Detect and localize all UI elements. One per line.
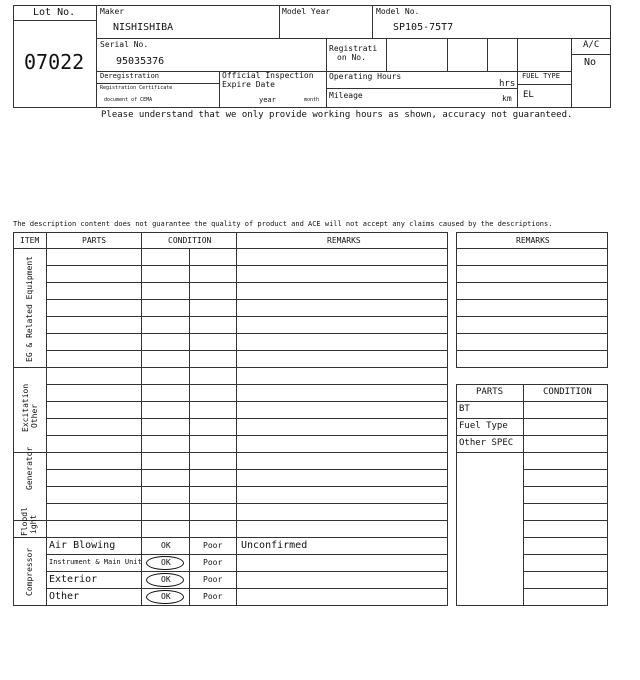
compressor-remarks: Unconfirmed bbox=[241, 540, 308, 551]
maker-value: NISHISHIBA bbox=[113, 22, 174, 33]
hours-note: Please understand that we only provide working hours as shown, accuracy not guaranteed. bbox=[101, 110, 573, 120]
section-excitation-label-2: Other bbox=[30, 403, 39, 428]
km-label: km bbox=[502, 94, 512, 103]
lot-no-value: 07022 bbox=[24, 50, 85, 74]
compressor-poor: Poor bbox=[203, 592, 223, 601]
spec-row-other-spec: Other SPEC bbox=[459, 438, 514, 448]
col-condition-header: CONDITION bbox=[168, 236, 212, 245]
ac-label: A/C bbox=[583, 40, 600, 50]
operating-hours-label: Operating Hours bbox=[329, 72, 402, 81]
compressor-poor: Poor bbox=[203, 541, 223, 550]
fuel-type-value: EL bbox=[523, 90, 534, 100]
registration-cert-label: Registration Certificate bbox=[100, 85, 173, 91]
compressor-part-air-blowing: Air Blowing bbox=[49, 540, 116, 551]
col-parts-header: PARTS bbox=[82, 236, 107, 245]
section-flood-label-2: ight bbox=[29, 514, 38, 534]
disclaimer: The description content does not guarantee the quality of product and ACE will not accept any claims caused by the descriptions. bbox=[13, 220, 553, 228]
compressor-part-other: Other bbox=[49, 591, 80, 602]
document-cema-label: document of CEMA bbox=[104, 97, 153, 103]
month-label: month bbox=[304, 97, 320, 103]
serial-no-label: Serial No. bbox=[100, 40, 149, 49]
right-remarks-header: REMARKS bbox=[516, 236, 550, 245]
inspection-label-1: Official Inspection bbox=[222, 71, 314, 80]
spec-row-fuel-type: Fuel Type bbox=[459, 421, 508, 431]
spec-row-bt: BT bbox=[459, 404, 470, 414]
serial-no-value: 95035376 bbox=[116, 56, 165, 67]
compressor-ok: OK bbox=[161, 592, 171, 601]
fuel-type-label: FUEL TYPE bbox=[522, 72, 560, 80]
compressor-poor: Poor bbox=[203, 575, 223, 584]
spec-condition-header: CONDITION bbox=[543, 387, 592, 397]
mileage-label: Mileage bbox=[329, 91, 363, 100]
compressor-ok: OK bbox=[161, 558, 171, 567]
col-item-header: ITEM bbox=[20, 236, 40, 245]
maker-label: Maker bbox=[100, 7, 125, 16]
model-no-label: Model No. bbox=[376, 7, 420, 16]
compressor-poor: Poor bbox=[203, 558, 223, 567]
deregistration-label: Deregistration bbox=[100, 72, 160, 80]
section-eg-label: EG & Related Equipment bbox=[25, 256, 34, 362]
model-no-value: SP105-75T7 bbox=[393, 22, 454, 33]
section-compressor-label: Compressor bbox=[25, 547, 34, 596]
ac-value: No bbox=[584, 57, 597, 68]
spec-parts-header: PARTS bbox=[476, 387, 504, 397]
section-generator-label: Generator bbox=[25, 446, 34, 490]
section-flood-label-1: Floodl bbox=[20, 507, 29, 536]
section-excitation-label-1: Excitation bbox=[21, 383, 30, 432]
col-remarks-header: REMARKS bbox=[327, 236, 361, 245]
hrs-label: hrs bbox=[499, 79, 516, 89]
registration-label-2: on No. bbox=[337, 53, 366, 62]
inspection-label-2: Expire Date bbox=[222, 80, 275, 89]
year-label: year bbox=[259, 96, 276, 104]
compressor-ok: OK bbox=[161, 541, 171, 550]
compressor-part-exterior: Exterior bbox=[49, 574, 98, 585]
compressor-part-instrument: Instrument & Main Unit bbox=[49, 558, 142, 566]
lot-no-label: Lot No. bbox=[33, 7, 76, 18]
compressor-ok: OK bbox=[161, 575, 171, 584]
model-year-label: Model Year bbox=[282, 7, 331, 16]
registration-label-1: Registrati bbox=[329, 44, 378, 53]
